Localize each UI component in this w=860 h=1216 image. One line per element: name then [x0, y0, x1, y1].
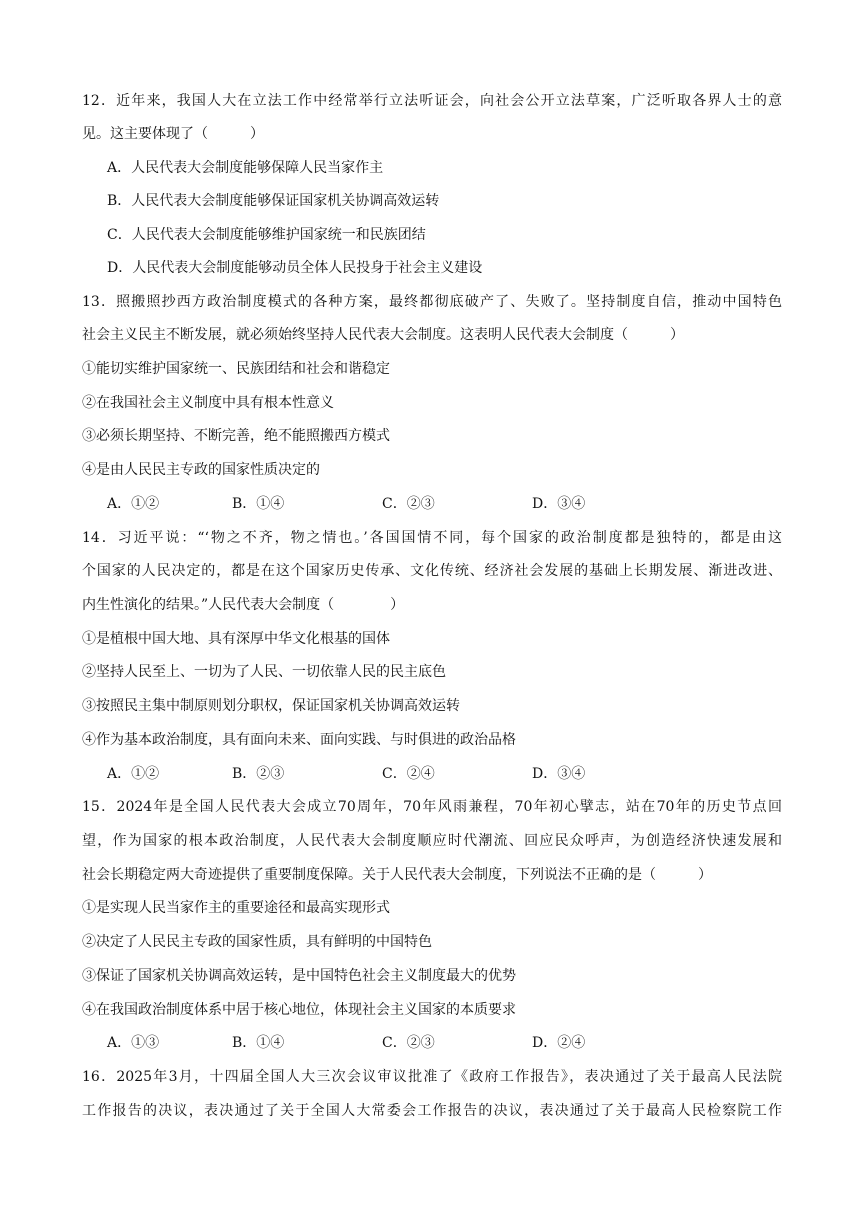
question-15-statement-4: ④在我国政治制度体系中居于核心地位，体现社会主义国家的本质要求 [82, 1002, 516, 1018]
question-13-stem-line-2: 社会主义民主不断发展，就必须始终坚持人民代表大会制度。这表明人民代表大会制度（ ） [82, 327, 684, 343]
question-15-statement-2: ②决定了人民民主专政的国家性质，具有鲜明的中国特色 [82, 934, 432, 950]
question-12-stem-line-1: 12．近年来，我国人大在立法工作中经常举行立法听证会，向社会公开立法草案，广泛听取各界人士的意 [82, 93, 782, 109]
question-13-choice-a: A．①② [107, 496, 160, 512]
question-14-stem-line-2: 个国家的人民决定的，都是在这个国家历史传承、文化传统、经济社会发展的基础上长期发展、渐进改进、 [82, 563, 782, 579]
question-13-statement-3: ③必须长期坚持、不断完善，绝不能照搬西方模式 [82, 428, 390, 444]
question-12-stem-line-2: 见。这主要体现了（ ） [82, 126, 264, 142]
question-13-stem-line-1: 13．照搬照抄西方政治制度模式的各种方案，最终都彻底破产了、失败了。坚持制度自信，推动中国特色 [82, 294, 782, 310]
question-14-statement-1: ①是植根中国大地、具有深厚中华文化根基的国体 [82, 631, 390, 647]
question-13-statement-1: ①能切实维护国家统一、民族团结和社会和谐稳定 [82, 361, 390, 377]
question-13-choice-c: C．②③ [382, 496, 435, 512]
question-15-stem-line-3: 社会长期稳定两大奇迹提供了重要制度保障。关于人民代表大会制度，下列说法不正确的是（ ） [82, 867, 712, 883]
question-13-choice-b: B．①④ [232, 496, 285, 512]
question-14-choice-c: C．②④ [382, 766, 435, 782]
question-13-choices [107, 494, 707, 514]
question-12-option-a: A．人民代表大会制度能够保障人民当家作主 [107, 160, 384, 176]
question-12-option-c: C．人民代表大会制度能够维护国家统一和民族团结 [107, 227, 426, 243]
question-14-choice-a: A．①② [107, 766, 160, 782]
question-15-stem-line-1: 15．2024年是全国人民代表大会成立70周年，70年风雨兼程，70年初心擘志，站在70年的历史节点回 [82, 799, 782, 815]
question-13-statement-2: ②在我国社会主义制度中具有根本性意义 [82, 395, 334, 411]
question-16-stem-line-2: 工作报告的决议，表决通过了关于全国人大常委会工作报告的决议，表决通过了关于最高人民检察院工作 [82, 1103, 782, 1119]
question-15-statement-3: ③保证了国家机关协调高效运转，是中国特色社会主义制度最大的优势 [82, 968, 516, 984]
question-14-statement-3: ③按照民主集中制原则划分职权，保证国家机关协调高效运转 [82, 698, 460, 714]
question-12-option-b: B．人民代表大会制度能够保证国家机关协调高效运转 [107, 193, 440, 209]
question-13-statement-4: ④是由人民民主专政的国家性质决定的 [82, 462, 320, 478]
question-12-option-d: D．人民代表大会制度能够动员全体人民投身于社会主义建设 [107, 260, 483, 276]
question-15-choice-a: A．①③ [107, 1035, 160, 1051]
question-14-choice-b: B．②③ [232, 766, 285, 782]
question-14-statement-2: ②坚持人民至上、一切为了人民、一切依靠人民的民主底色 [82, 664, 446, 680]
question-14-stem-line-1: 14．习近平说：“‘物之不齐，物之情也。’各国国情不同，每个国家的政治制度都是独特的，都是由这 [82, 530, 782, 546]
question-15-choice-d: D．②④ [532, 1035, 586, 1051]
question-15-choices [107, 1033, 707, 1053]
question-14-statement-4: ④作为基本政治制度，具有面向未来、面向实践、与时俱进的政治品格 [82, 732, 516, 748]
question-14-choice-d: D．③④ [532, 766, 586, 782]
question-15-stem-line-2: 望，作为国家的根本政治制度，人民代表大会制度顺应时代潮流、回应民众呼声，为创造经济快速发展和 [82, 833, 782, 849]
question-14-stem-line-3: 内生性演化的结果。”人民代表大会制度（ ） [82, 597, 405, 613]
question-14-choices [107, 764, 707, 784]
question-15-choice-c: C．②③ [382, 1035, 435, 1051]
question-15-choice-b: B．①④ [232, 1035, 285, 1051]
question-13-choice-d: D．③④ [532, 496, 586, 512]
question-15-statement-1: ①是实现人民当家作主的重要途径和最高实现形式 [82, 900, 390, 916]
question-16-stem-line-1: 16．2025年3月，十四届全国人大三次会议审议批准了《政府工作报告》，表决通过了关于最高人民法院 [82, 1069, 782, 1085]
